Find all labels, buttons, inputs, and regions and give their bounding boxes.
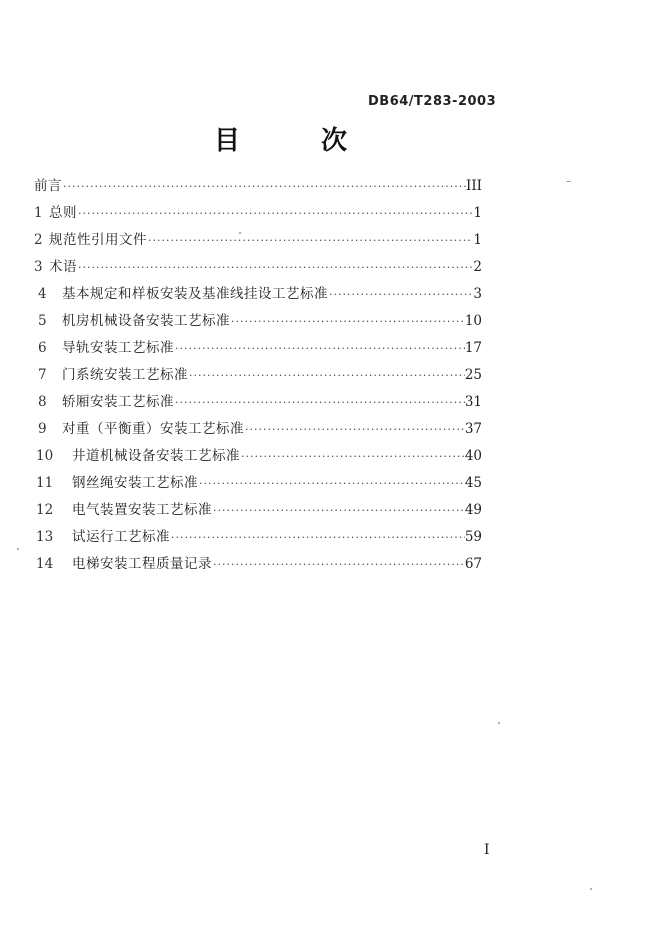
toc-leader — [212, 558, 465, 571]
toc-title: 门系统安装工艺标准 — [62, 367, 188, 383]
toc-page-number: III — [466, 178, 482, 194]
toc-page-number: 17 — [464, 340, 482, 356]
toc-title: 前言 — [34, 178, 62, 194]
toc-entry — [34, 552, 482, 579]
toc-entry — [34, 228, 482, 255]
toc-number: 12 — [36, 502, 54, 518]
toc-entry — [34, 201, 482, 228]
toc-title: 电梯安装工程质量记录 — [72, 556, 212, 572]
toc-title: 对重（平衡重）安装工艺标准 — [62, 421, 244, 437]
toc-page-number: 1 — [473, 205, 482, 221]
toc-page-number: 37 — [464, 421, 482, 437]
toc-number: 2 — [34, 232, 43, 248]
toc-entry — [34, 282, 482, 309]
toc-leader — [77, 261, 473, 274]
toc-number: 8 — [38, 394, 47, 410]
toc-entry — [34, 336, 482, 363]
toc-leader — [62, 180, 466, 193]
toc-page-number: 2 — [473, 259, 482, 275]
toc-page-number: 10 — [464, 313, 482, 329]
toc-page-number: 1 — [473, 232, 482, 248]
toc-page-number: 59 — [464, 529, 482, 545]
toc-leader — [244, 423, 465, 436]
toc-entry — [34, 498, 482, 525]
toc-page-number: 25 — [464, 367, 482, 383]
page-title: 目 次 — [214, 126, 384, 156]
toc-page-number: 3 — [473, 286, 482, 302]
toc-number: 7 — [38, 367, 47, 383]
toc-title: 试运行工艺标准 — [72, 529, 170, 545]
toc-leader — [77, 207, 473, 220]
toc-leader — [188, 369, 465, 382]
toc-title: 电气装置安装工艺标准 — [72, 502, 212, 518]
toc-entry — [34, 309, 482, 336]
toc-leader — [240, 450, 465, 463]
toc-entry — [34, 255, 482, 282]
toc-number: 1 — [34, 205, 43, 221]
toc-number: 14 — [36, 556, 54, 572]
toc-title: 基本规定和样板安装及基准线挂设工艺标准 — [62, 286, 328, 302]
toc-number: 13 — [36, 529, 54, 545]
toc-number: 3 — [34, 259, 43, 275]
toc-leader — [328, 288, 473, 301]
toc-page-number: 31 — [464, 394, 482, 410]
toc-number: 11 — [36, 475, 54, 491]
footer-page-number: I — [484, 842, 490, 858]
toc-entry — [34, 471, 482, 498]
toc-leader — [147, 234, 473, 247]
toc-number: 4 — [38, 286, 47, 302]
toc-title: 钢丝绳安装工艺标准 — [72, 475, 198, 491]
toc-page-number: 45 — [464, 475, 482, 491]
scan-speck — [17, 548, 19, 550]
toc-leader — [198, 477, 465, 490]
toc-leader — [212, 504, 465, 517]
toc-page-number: 67 — [464, 556, 482, 572]
toc-title: 术语 — [49, 259, 77, 275]
toc-entry — [34, 417, 482, 444]
toc-entry — [34, 444, 482, 471]
toc-leader — [174, 396, 465, 409]
scan-speck — [590, 888, 592, 890]
toc-leader — [170, 531, 465, 544]
toc-page-number: 49 — [464, 502, 482, 518]
toc-number: 9 — [38, 421, 47, 437]
toc-page-number: 40 — [464, 448, 482, 464]
toc-entry — [34, 390, 482, 417]
scan-speck — [498, 722, 500, 724]
document-code: DB64/T283-2003 — [368, 94, 497, 109]
scan-speck — [239, 232, 241, 234]
toc-entry — [34, 174, 482, 201]
toc-title: 机房机械设备安装工艺标准 — [62, 313, 230, 329]
toc-number: 10 — [36, 448, 54, 464]
toc-title: 规范性引用文件 — [49, 232, 147, 248]
toc-title: 总则 — [49, 205, 77, 221]
toc-entry — [34, 525, 482, 552]
toc-entry — [34, 363, 482, 390]
table-of-contents — [34, 174, 482, 579]
toc-number: 6 — [38, 340, 47, 356]
toc-title: 井道机械设备安装工艺标准 — [72, 448, 240, 464]
toc-leader — [174, 342, 465, 355]
toc-title: 导轨安装工艺标准 — [62, 340, 174, 356]
toc-leader — [230, 315, 465, 328]
scan-speck — [566, 181, 571, 182]
toc-number: 5 — [38, 313, 47, 329]
toc-title: 轿厢安装工艺标准 — [62, 394, 174, 410]
